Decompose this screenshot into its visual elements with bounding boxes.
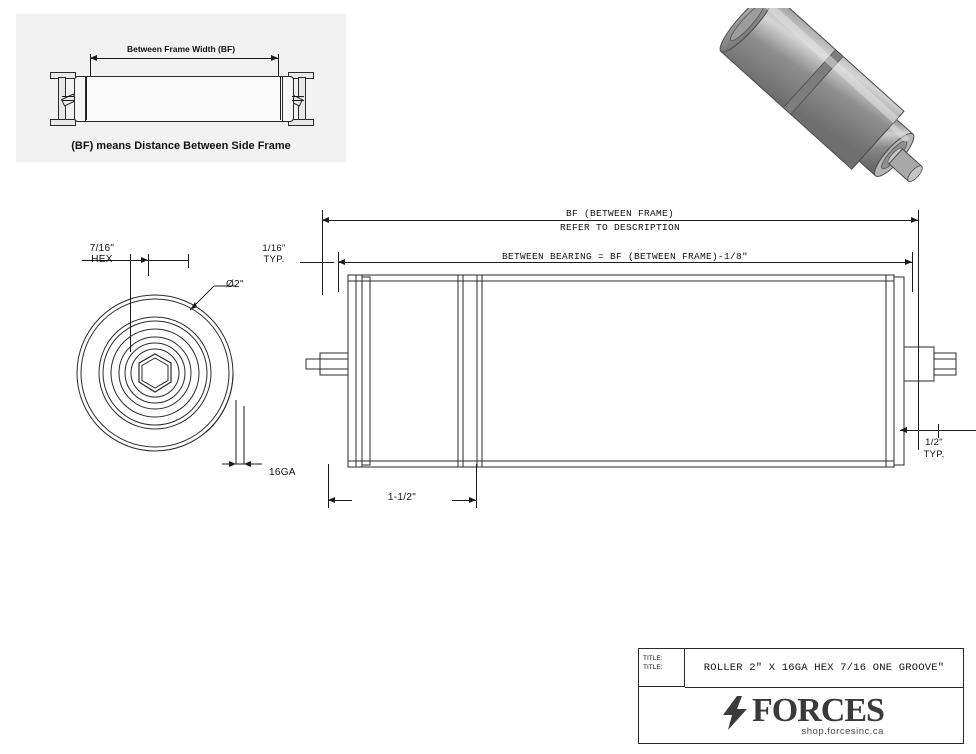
title-block-labels [639,649,685,687]
side-view [300,195,960,525]
groove-arrow-right [469,497,476,503]
hex-dimension-arrow [141,257,148,263]
hex-size-label: 7/16" [89,243,115,254]
isometric-roller-view [700,8,968,198]
right-typ-arrow [900,427,907,433]
bearing-extension-left [338,252,339,292]
frame-dimension-arrow-right [271,55,278,61]
frame-dimension-arrow-left [90,55,97,61]
diameter-label: Ø2" [226,279,244,290]
left-typ-leader [300,262,334,263]
frame-roller-body [74,76,294,122]
frame-roller-cap-left [74,76,86,122]
left-typ-label-line2: TYP. [263,254,285,265]
bf-extension-right [918,210,919,450]
part-title: ROLLER 2" X 16GA HEX 7/16 ONE GROOVE" [685,649,963,688]
gauge-label: 16GA [269,467,296,478]
bearing-extension-right [912,252,913,292]
title-label-line2: TITLE: [643,664,663,671]
logo-website: shop.forcesinc.ca [801,725,884,737]
groove-arrow-left [328,497,335,503]
title-block [638,648,964,744]
bf-dimension-line [322,220,918,221]
diameter-leader [186,276,256,316]
bearing-label: BETWEEN BEARING = BF (BETWEEN FRAME)-1/8" [420,251,830,262]
bf-extension-left [322,210,323,295]
side-frame-left [50,72,74,124]
right-typ-label-line1: 1/2" [925,437,943,448]
hex-extension-line-left [130,254,131,352]
groove-extension-left [328,464,329,508]
hex-dimension-line-ext [148,260,188,261]
frame-detail-caption: (BF) means Distance Between Side Frame [71,140,291,152]
title-label-line1: TITLE: [643,655,663,662]
bf-label-line1: BF (BETWEEN FRAME) [470,208,770,219]
bearing-dimension-line [338,262,912,263]
gauge-leader [216,398,286,478]
logo-wordmark: FORCES [752,691,884,729]
left-typ-label-line1: 1/16" [262,243,286,254]
frame-roller-cap-right [282,76,294,122]
groove-dimension-label: 1-1/2" [352,492,452,503]
hex-text-label: HEX [91,254,113,265]
groove-extension-right [476,464,477,508]
bf-arrow-right [911,217,918,223]
right-typ-label-line2: TYP. [923,449,945,460]
frame-dimension-line [90,58,278,59]
frame-width-dimension-label: Between Frame Width (BF) [126,44,236,54]
bearing-arrow-left [338,259,345,265]
company-logo [639,687,963,743]
bf-label-line2: REFER TO DESCRIPTION [559,222,681,233]
bf-arrow-left [322,217,329,223]
hex-extension-line-right [148,254,149,276]
lightning-bolt-icon [720,696,750,730]
bearing-arrow-right [905,259,912,265]
